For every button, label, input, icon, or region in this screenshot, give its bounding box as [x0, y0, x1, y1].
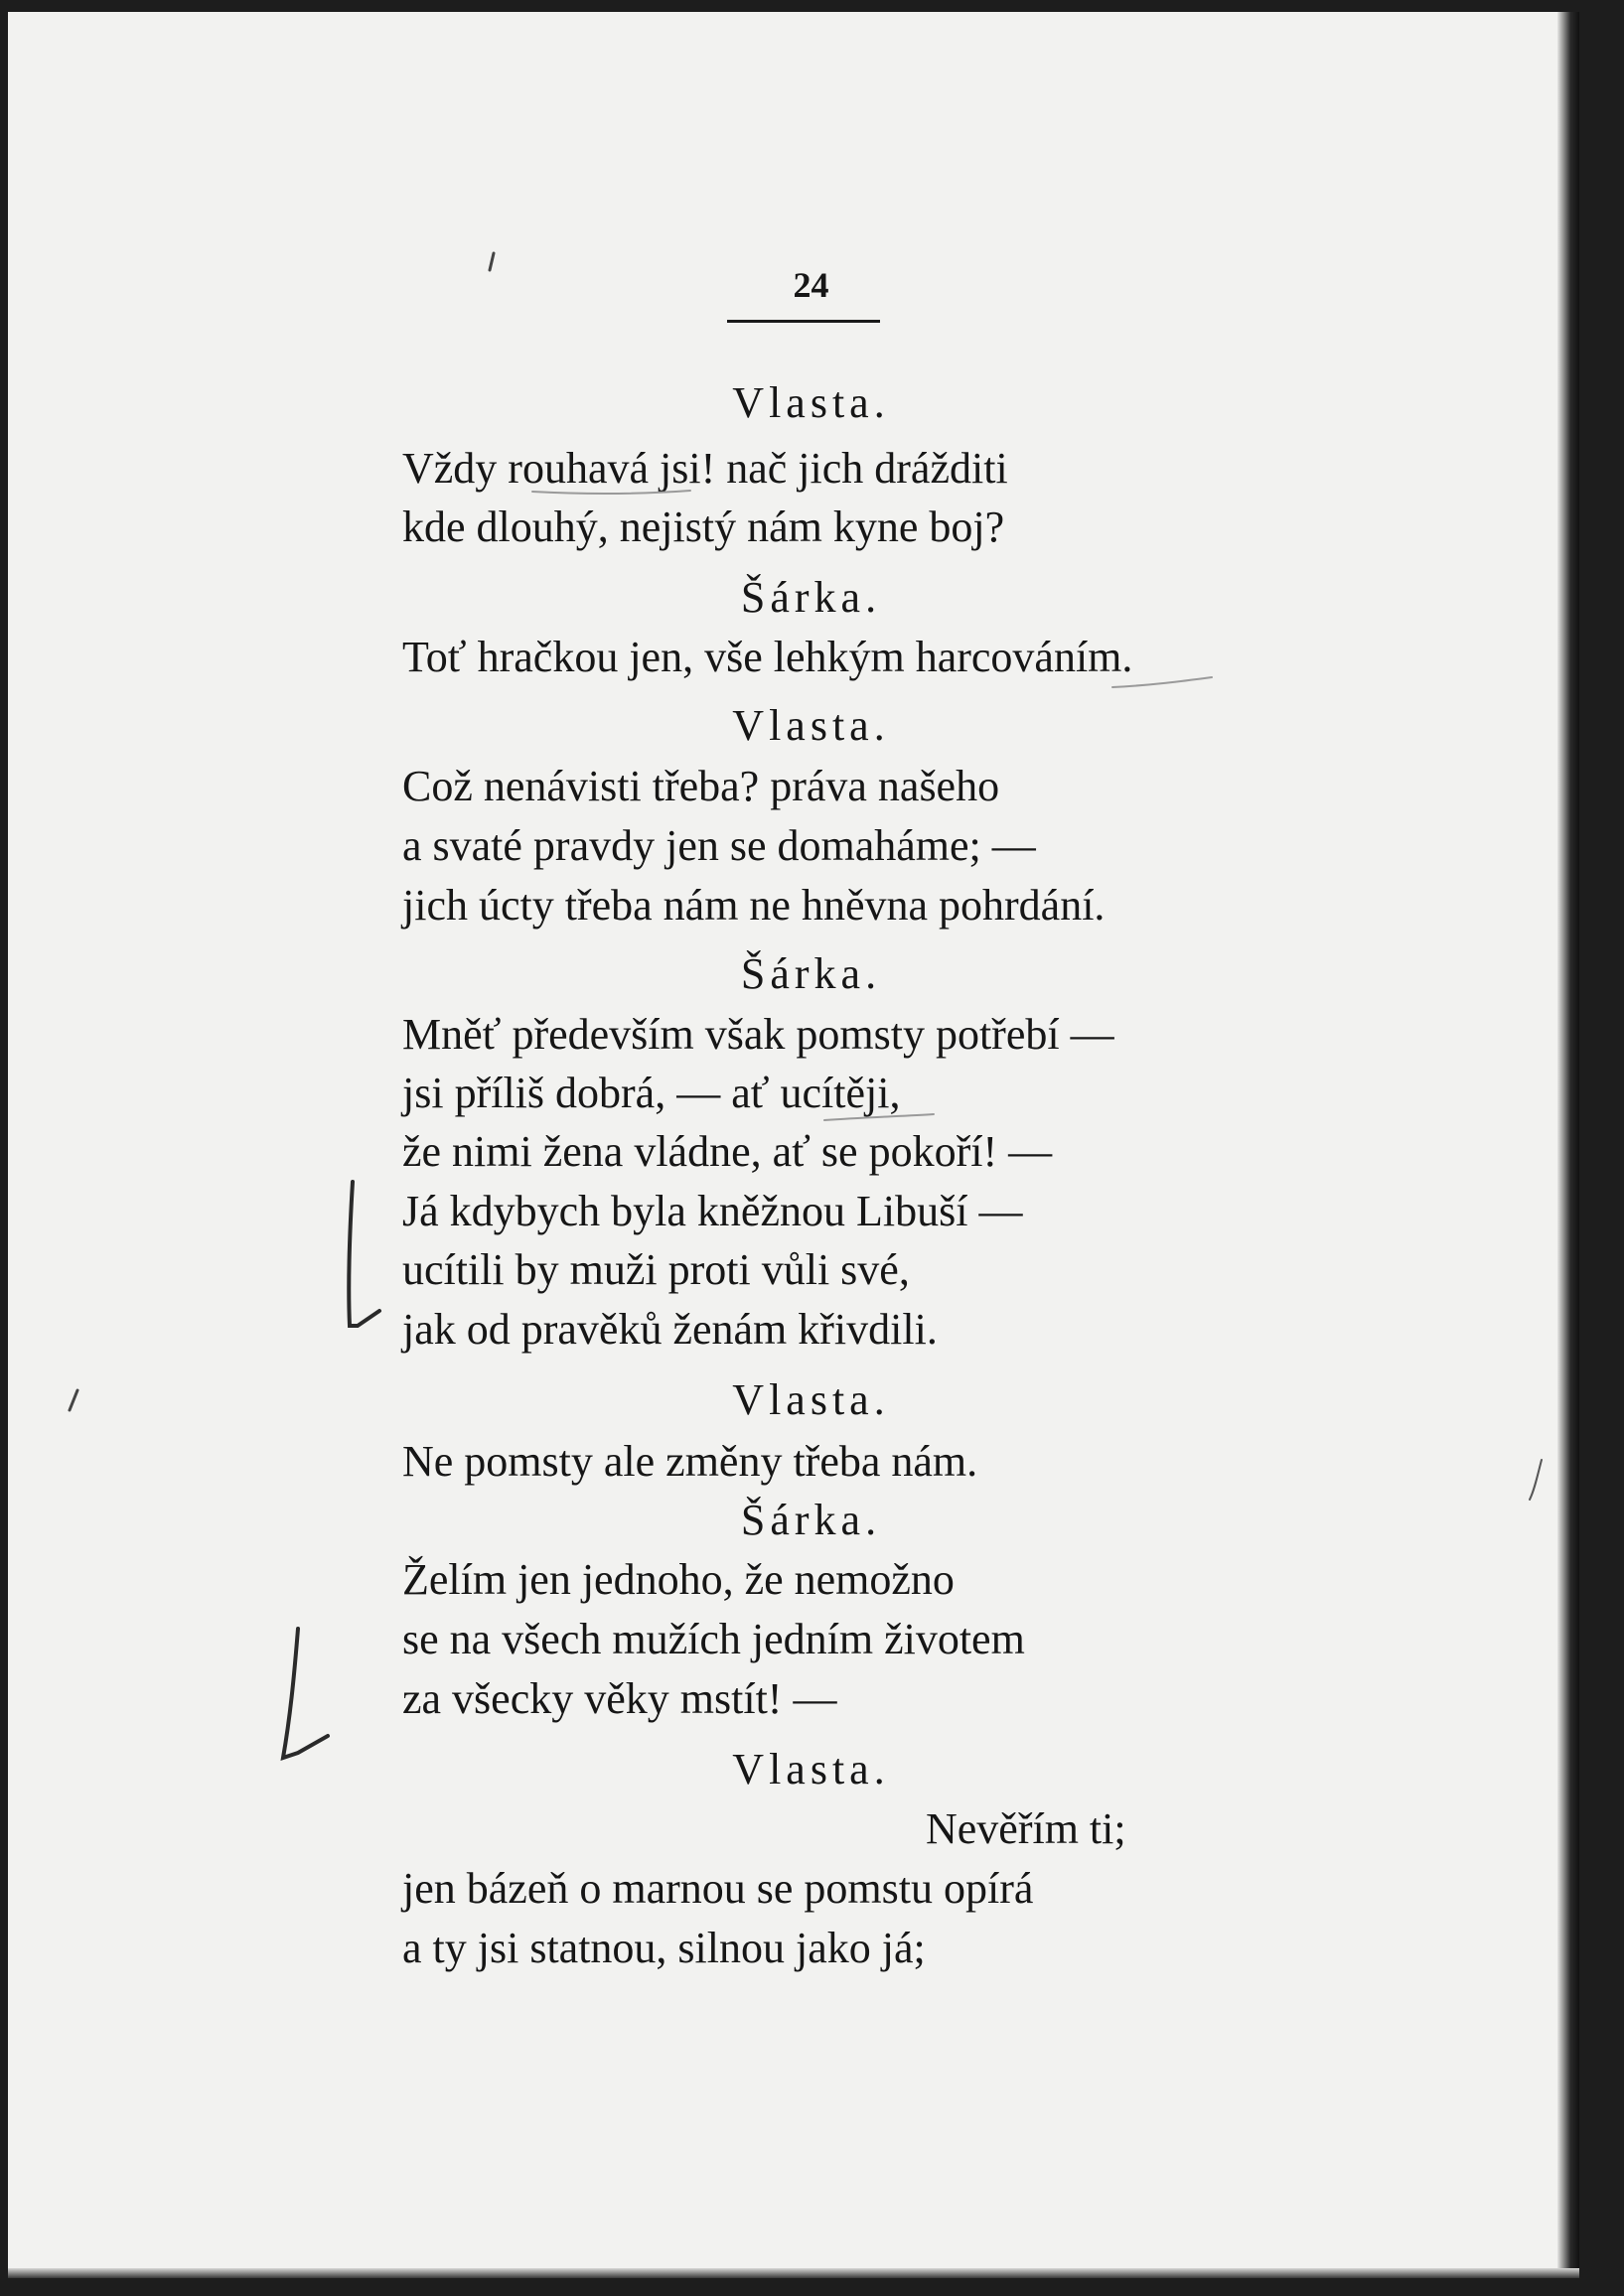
speaker-name: Šárka. [740, 1496, 882, 1544]
verse-line: Ne pomsty ale změny třeba nám. [402, 1437, 978, 1486]
verse-line: za všecky věky mstít! — [402, 1674, 837, 1723]
scan-edge-shadow [1557, 12, 1579, 2278]
verse-line: jich úcty třeba nám ne hněvna pohrdání. [402, 881, 1106, 930]
verse-line: jsi příliš dobrá, — ať ucítěji, [402, 1069, 901, 1117]
speaker-name: Vlasta. [732, 701, 890, 750]
verse-line: Mněť především však pomsty potřebí — [402, 1010, 1114, 1059]
verse-line: jak od pravěků ženám křivdili. [402, 1305, 938, 1354]
verse-line: Já kdybych byla kněžnou Libuší — [402, 1187, 1023, 1235]
verse-line: se na všech mužích jedním životem [402, 1615, 1025, 1663]
verse-line: Želím jen jednoho, že nemožno [402, 1555, 955, 1604]
verse-line: a ty jsi statnou, silnou jako já; [402, 1924, 926, 1972]
verse-line: Nevěřím ti; [926, 1804, 1126, 1853]
speaker-name: Vlasta. [732, 1745, 890, 1794]
speaker-name: Šárka. [740, 573, 882, 622]
speaker-name: Šárka. [740, 949, 882, 998]
verse-line: jen bázeň o marnou se pomstu opírá [402, 1864, 1034, 1913]
verse-line: ucítili by muži proti vůli své, [402, 1245, 910, 1294]
verse-line: a svaté pravdy jen se domaháme; — [402, 821, 1036, 870]
verse-line: Toť hračkou jen, vše lehkým harcováním. [402, 633, 1133, 681]
page-number-rule [727, 320, 880, 323]
verse-line: že nimi žena vládne, ať se pokoří! — [402, 1127, 1053, 1176]
scan-bottom-edge [8, 2268, 1579, 2278]
verse-line: Což nenávisti třeba? práva našeho [402, 762, 1000, 810]
speaker-name: Vlasta. [732, 378, 890, 427]
page-number: 24 [793, 265, 829, 305]
speaker-name: Vlasta. [732, 1375, 890, 1424]
verse-line: kde dlouhý, nejistý nám kyne boj? [402, 502, 1005, 551]
verse-line: Vždy rouhavá jsi! nač jich drážditi [402, 444, 1008, 493]
